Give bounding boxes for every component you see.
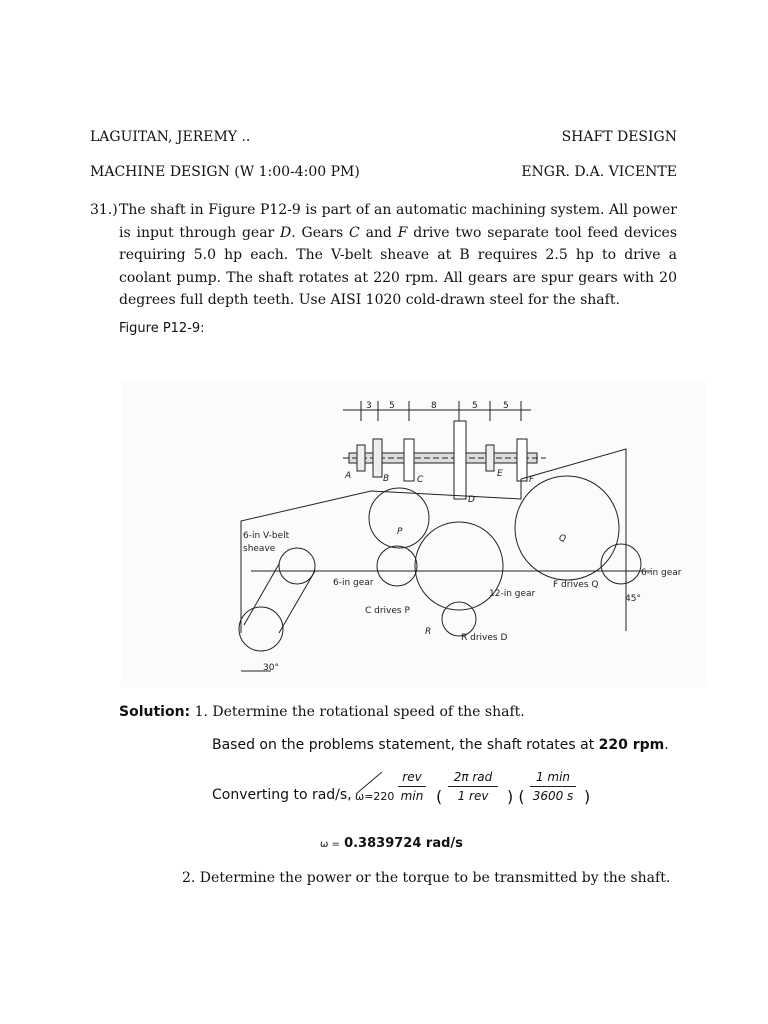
fraction-rad-per-rev — [448, 770, 498, 803]
instructor-name: ENGR. D.A. VICENTE — [521, 164, 677, 180]
paren-open: ( — [436, 787, 443, 806]
dim-5b: 5 — [472, 401, 478, 411]
problem-text-2: . Gears — [291, 224, 350, 241]
label-e: E — [497, 469, 503, 479]
label-angle30: 30° — [263, 663, 279, 673]
solution-step-1 — [119, 704, 525, 720]
label-belt: 6-in V-belt — [243, 531, 290, 541]
label-r-drives: R drives D — [461, 633, 508, 643]
problem-gear-d: D — [280, 224, 292, 241]
frac1-numerator: rev — [402, 770, 422, 784]
shaft-figure — [121, 381, 707, 687]
course-name: MACHINE DESIGN (W 1:00-4:00 PM) — [90, 164, 360, 180]
statement-post: . — [664, 737, 669, 753]
omega-result — [320, 836, 463, 851]
document-topic: SHAFT DESIGN — [561, 129, 677, 145]
solution-label: Solution: — [119, 704, 191, 720]
frac2-denominator: 1 rev — [457, 789, 489, 803]
statement-value: 220 rpm — [598, 737, 665, 753]
cancel-stroke-icon — [354, 768, 384, 798]
problem-number: 31.) — [90, 202, 118, 218]
step-1-text: 1. Determine the rotational speed of the shaft. — [194, 704, 525, 720]
dim-5a: 5 — [389, 401, 395, 411]
omega-expression: ω=220 — [355, 790, 395, 803]
speed-statement — [212, 737, 669, 753]
label-a: A — [345, 471, 352, 481]
problem-text-3: and — [359, 224, 398, 241]
frac3-numerator: 1 min — [535, 770, 571, 784]
fraction-rev-per-min — [398, 770, 426, 803]
shaft-diagram — [121, 381, 707, 687]
result-value: 0.3839724 rad/s — [344, 836, 463, 851]
paren-mid: ) ( — [507, 787, 525, 806]
paren-close: ) — [584, 787, 591, 806]
problem-gear-f: F — [397, 224, 408, 241]
label-b: B — [383, 474, 390, 484]
problem-statement — [90, 199, 678, 312]
problem-gear-c: C — [349, 224, 360, 241]
label-gear6b: 6-in gear — [641, 568, 682, 578]
dim-5c: 5 — [503, 401, 509, 411]
problem-text-4: drive two separate tool feed devices requiring 5.0 hp each. The V-belt sheave at B requires 2.5 hp to drive a coolant pump. The shaft rotates at 220 rpm. All gears are spur gears with 20 degrees full depth teeth. Use AISI 1020 cold-drawn steel for the shaft. — [119, 224, 678, 308]
problem-text-1: The shaft in Figure P12-9 is part of an automatic machining system. All power is input through gear — [119, 202, 677, 241]
label-f-drives: F drives Q — [553, 580, 599, 590]
frac1-denominator: min — [400, 789, 424, 803]
label-sheave: sheave — [243, 544, 276, 554]
convert-label: Converting to rad/s, — [212, 787, 352, 803]
label-angle45: 45° — [625, 594, 641, 604]
label-c: C — [417, 475, 424, 485]
label-q: Q — [559, 534, 567, 544]
label-gear6: 6-in gear — [333, 578, 374, 588]
solution-step-2: 2. Determine the power or the torque to be transmitted by the shaft. — [182, 870, 671, 886]
frac2-numerator: 2π rad — [453, 770, 493, 784]
label-p: P — [397, 527, 403, 537]
dim-3: 3 — [366, 401, 372, 411]
statement-pre: Based on the problems statement, the shaft rotates at — [212, 737, 599, 753]
dim-8: 8 — [431, 401, 437, 411]
label-r: R — [425, 627, 432, 637]
label-c-drives: C drives P — [365, 606, 410, 616]
figure-caption: Figure P12-9: — [119, 321, 205, 336]
label-gear12: 12-in gear — [489, 589, 536, 599]
frac3-denominator: 3600 s — [532, 789, 574, 803]
result-prefix: ω = — [320, 839, 340, 850]
author-name: LAGUITAN, JEREMY .. — [90, 129, 251, 145]
label-f: F — [529, 475, 535, 485]
fraction-min-per-s — [530, 770, 576, 803]
label-d: D — [468, 495, 475, 505]
